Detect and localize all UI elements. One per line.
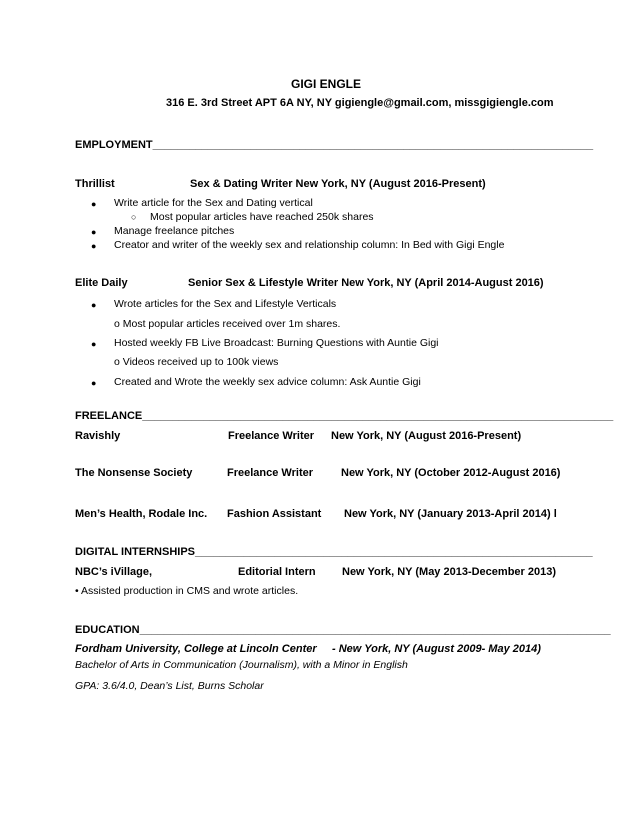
bullet-icon: ●	[91, 199, 97, 209]
contact-line: 316 E. 3rd Street APT 6A NY, NY gigiengle@gmail.com, missgigiengle.com	[166, 97, 554, 109]
list-item: Hosted weekly FB Live Broadcast: Burning Questions with Auntie Gigi	[114, 337, 439, 349]
list-item: Write article for the Sex and Dating vertical	[114, 197, 313, 209]
job-company: Thrillist	[75, 178, 115, 190]
circle-bullet-icon: ○	[131, 212, 137, 222]
education-heading: EDUCATION_____________________________________________________________________________	[75, 624, 611, 636]
internships-heading: DIGITAL INTERNSHIPS_________________________________________________________________	[75, 546, 593, 558]
school-location: - New York, NY (August 2009- May 2014)	[332, 643, 541, 655]
internship-role: Editorial Intern	[238, 566, 316, 578]
bullet-icon: ●	[91, 300, 97, 310]
bullet-icon: ●	[91, 378, 97, 388]
freelance-detail: New York, NY (October 2012-August 2016)	[341, 467, 561, 479]
freelance-heading: FREELANCE_____________________________________________________________________________	[75, 410, 614, 422]
job-title: Sex & Dating Writer New York, NY (August 2016-Present)	[190, 178, 486, 190]
list-item: o Most popular articles received over 1m shares.	[114, 318, 341, 330]
resume-name: GIGI ENGLE	[290, 77, 361, 91]
freelance-detail: New York, NY (January 2013-April 2014) l	[344, 508, 557, 520]
internship-note: • Assisted production in CMS and wrote articles.	[75, 585, 299, 597]
freelance-role: Freelance Writer	[228, 430, 315, 442]
list-item: Creator and writer of the weekly sex and relationship column: In Bed with Gigi Engle	[114, 239, 505, 251]
internship-company: NBC’s iVillage,	[75, 566, 153, 578]
internship-detail: New York, NY (May 2013-December 2013)	[342, 566, 557, 578]
employment-heading: EMPLOYMENT________________________________________________________________________	[75, 139, 594, 151]
freelance-role: Fashion Assistant	[227, 508, 322, 520]
bullet-icon: ●	[91, 241, 97, 251]
list-item: Wrote articles for the Sex and Lifestyle Verticals	[114, 298, 337, 310]
freelance-company: Ravishly	[75, 430, 121, 442]
job-company: Elite Daily	[75, 277, 128, 289]
list-item: Manage freelance pitches	[114, 225, 235, 237]
school-name: Fordham University, College at Lincoln Center	[75, 643, 317, 655]
bullet-icon: ●	[91, 227, 97, 237]
bullet-icon: ●	[91, 339, 97, 349]
freelance-detail: New York, NY (August 2016-Present)	[331, 430, 522, 442]
job-title: Senior Sex & Lifestyle Writer New York, NY (April 2014-August 2016)	[188, 277, 544, 289]
freelance-company: The Nonsense Society	[75, 467, 193, 479]
list-item: Created and Wrote the weekly sex advice column: Ask Auntie Gigi	[114, 376, 421, 388]
freelance-company: Men’s Health, Rodale Inc.	[75, 508, 208, 520]
list-item: Most popular articles have reached 250k shares	[150, 211, 374, 223]
gpa: GPA: 3.6/4.0, Dean’s List, Burns Scholar	[75, 680, 264, 692]
degree: Bachelor of Arts in Communication (Journalism), with a Minor in English	[75, 659, 408, 671]
list-item: o Videos received up to 100k views	[114, 356, 279, 368]
freelance-role: Freelance Writer	[227, 467, 314, 479]
